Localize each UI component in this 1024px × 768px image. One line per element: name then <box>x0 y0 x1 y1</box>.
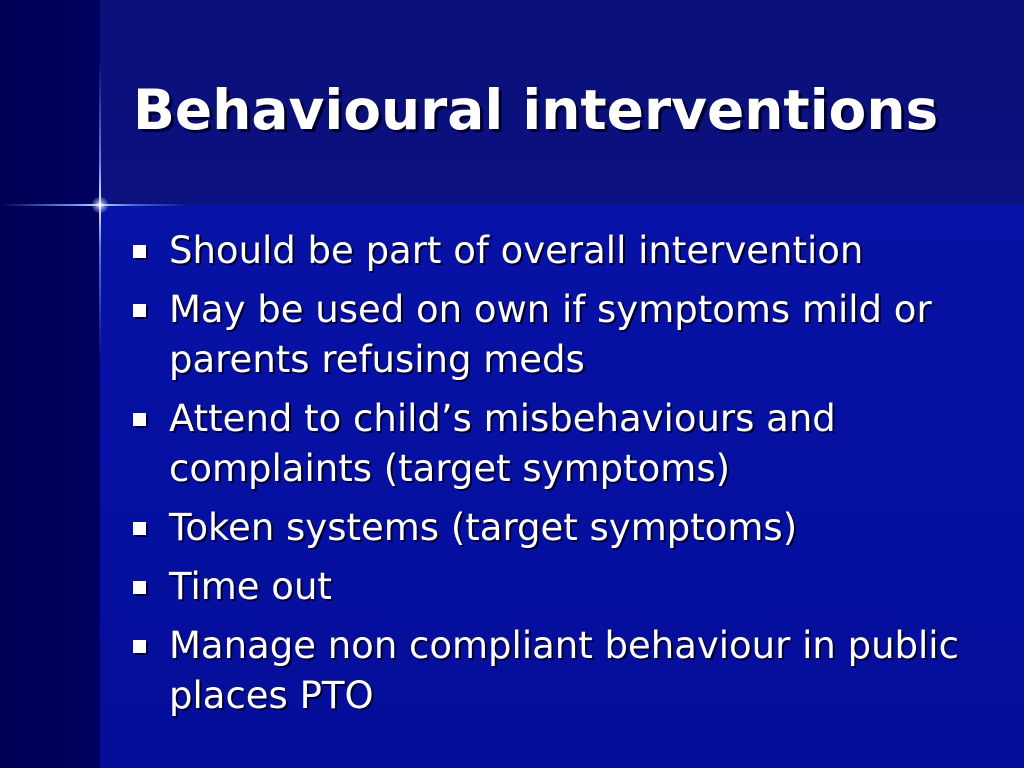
bullet-text: Time out <box>169 565 332 608</box>
list-item <box>133 503 993 553</box>
list-item <box>133 394 993 494</box>
square-bullet-icon <box>133 245 146 258</box>
list-item <box>133 226 993 276</box>
square-bullet-icon <box>133 640 146 653</box>
left-band <box>0 0 100 768</box>
slide-title: Behavioural interventions <box>133 78 939 142</box>
list-item <box>133 621 993 721</box>
sparkle-icon <box>92 197 108 213</box>
bullet-list <box>133 226 993 730</box>
square-bullet-icon <box>133 522 146 535</box>
list-item <box>133 562 993 612</box>
list-item <box>133 285 993 385</box>
bullet-text: May be used on own if symptoms mild or parents refusing meds <box>169 288 932 381</box>
bullet-text: Manage non compliant behaviour in public places PTO <box>169 624 959 717</box>
bullet-text: Token systems (target symptoms) <box>169 506 798 549</box>
square-bullet-icon <box>133 413 146 426</box>
bullet-text: Should be part of overall intervention <box>169 229 864 272</box>
bullet-text: Attend to child’s misbehaviours and complaints (target symptoms) <box>169 397 836 490</box>
square-bullet-icon <box>133 304 146 317</box>
square-bullet-icon <box>133 581 146 594</box>
